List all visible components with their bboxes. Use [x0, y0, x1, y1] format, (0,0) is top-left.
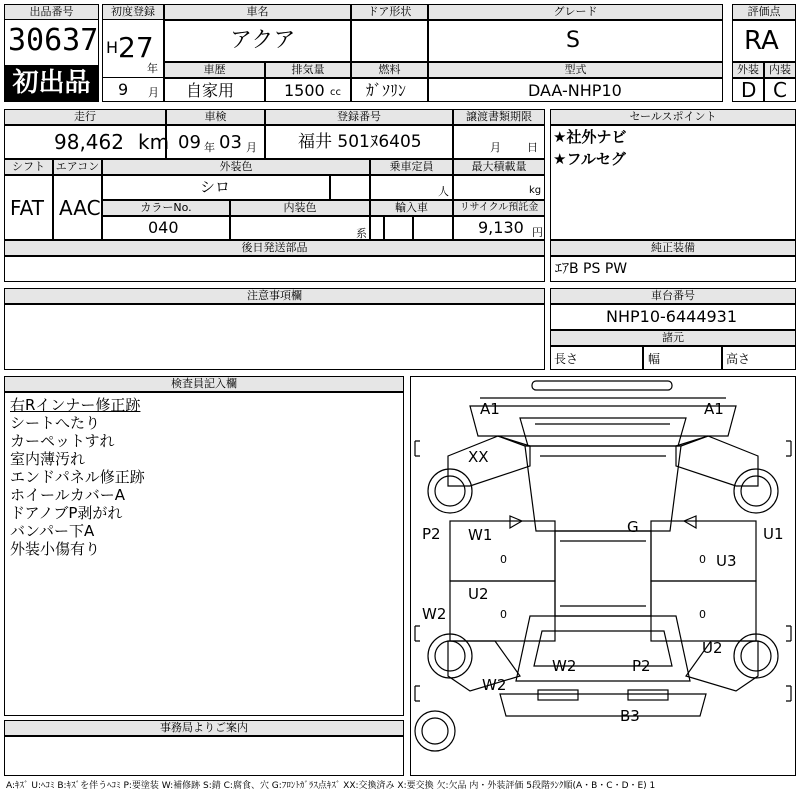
specs-label: 諸元 [550, 330, 796, 346]
recycle: 9,130 [478, 218, 524, 237]
damage-diagram [410, 376, 796, 776]
interior-grade: C [773, 78, 787, 102]
chassis: NHP10-6444931 [606, 307, 738, 326]
inspector-note: バンパー下A [10, 522, 95, 540]
transfer-label: 譲渡書類期限 [453, 109, 545, 125]
kei-unit: 系 [356, 227, 367, 240]
later-parts-box [4, 256, 545, 282]
inspector-label: 検査員記入欄 [4, 376, 404, 392]
model-label: 型式 [428, 62, 723, 78]
inspector-note: 外装小傷有り [10, 540, 101, 558]
mark-a1-left: A1 [480, 400, 500, 418]
shift: FAT [10, 196, 45, 220]
mark-p2-floor: P2 [632, 657, 651, 675]
inspector-note: カーペットすれ [10, 432, 115, 450]
exterior-grade: D [741, 78, 757, 102]
transfer-day-unit: 日 [527, 141, 538, 154]
width-label: 幅 [648, 352, 661, 366]
notes-label: 注意事項欄 [4, 288, 545, 304]
mark-zero-4: 0 [699, 608, 706, 621]
car-name: アクア [230, 28, 296, 53]
mark-u2-mid: U2 [468, 585, 489, 603]
mark-p2-left: P2 [422, 525, 441, 543]
month-divider [102, 77, 164, 78]
insp-month-unit: 月 [246, 141, 257, 154]
era: H [106, 38, 119, 57]
mark-w1: W1 [468, 526, 493, 544]
later-parts-label: 後日発送部品 [4, 240, 545, 256]
mark-zero-2: 0 [699, 553, 706, 566]
mark-xx: XX [468, 448, 489, 466]
reg-year: 27 [118, 31, 154, 64]
import-label: 輸入車 [370, 200, 453, 216]
inspection-label: 車検 [166, 109, 265, 125]
color-no-label: カラーNo. [102, 200, 230, 216]
insp-month: 03 [219, 132, 242, 153]
grade-label: グレード [428, 4, 723, 20]
exterior-label: 外装 [732, 62, 764, 78]
inspector-notes-list [10, 396, 145, 558]
interior-label: 内装 [764, 62, 796, 78]
door-box [351, 20, 428, 62]
score-label: 評価点 [732, 4, 796, 20]
month-unit: 月 [148, 86, 159, 99]
insp-year: 09 [178, 132, 201, 153]
km-unit: km [138, 130, 170, 154]
inspector-note: ホイールカバーA [10, 486, 125, 504]
mark-u1: U1 [763, 525, 784, 543]
kg-unit: kg [529, 185, 542, 196]
shift-label: シフト [4, 159, 53, 175]
displacement-label: 排気量 [265, 62, 351, 78]
capacity-label: 乗車定員 [370, 159, 453, 175]
notes-box [4, 304, 545, 370]
mileage: 98,462 [54, 130, 124, 154]
recycle-label: リサイクル預託金 [453, 200, 545, 216]
import-box-b [384, 216, 413, 240]
footer-legend: A:ｷｽﾞ U:ﾍｺﾐ B:ｷｽﾞを伴うﾍｺﾐ P:要塗装 W:補修跡 S:錆 C:腐食、穴 G:ﾌﾛﾝﾄｶﾞﾗｽ点ｷｽﾞ XX:交換済み X:要交換 欠:欠品 内・外装評価 5段階ﾗﾝｸ順(A・B・C・D・E) 1 [6, 781, 656, 791]
reg-no: 福井 501ﾇ6405 [298, 132, 422, 152]
year-unit: 年 [147, 62, 158, 75]
displacement: 1500 [284, 81, 325, 100]
ext-color: シロ [200, 178, 231, 196]
mark-zero-3: 0 [500, 608, 507, 621]
inspector-note: シートへたり [10, 414, 101, 432]
office-label: 事務局よりご案内 [4, 720, 404, 736]
aircon-label: エアコン [53, 159, 102, 175]
mark-b3: B3 [620, 707, 640, 725]
inspector-note: ドアノブP剥がれ [10, 504, 123, 522]
int-color-label: 内装色 [230, 200, 370, 216]
genuine-label: 純正装備 [550, 240, 796, 256]
insp-year-unit: 年 [204, 141, 215, 154]
reg-no-label: 登録番号 [265, 109, 453, 125]
yen-unit: 円 [532, 226, 543, 239]
mark-g: G [627, 518, 639, 536]
mark-w2-rear: W2 [482, 676, 507, 694]
transfer-month-unit: 月 [490, 141, 501, 154]
lot-number-label: 出品番号 [4, 4, 99, 20]
ext-color-box2 [330, 175, 370, 200]
model: DAA-NHP10 [528, 81, 622, 100]
lot-number: 30637 [8, 23, 99, 58]
mark-w2-left: W2 [422, 605, 447, 623]
sales-point-1: ★社外ナビ [553, 128, 627, 146]
grade: S [566, 28, 580, 53]
mark-u2-right: U2 [702, 639, 723, 657]
history: 自家用 [186, 81, 235, 100]
sales-point-2: ★フルセグ [553, 150, 626, 168]
mark-u3: U3 [716, 552, 737, 570]
sales-point-label: セールスポイント [550, 109, 796, 125]
color-no: 040 [148, 218, 179, 237]
person-unit: 人 [438, 185, 449, 198]
ext-color-label: 外装色 [102, 159, 370, 175]
import-box-c [413, 216, 453, 240]
inspector-note: 室内薄汚れ [10, 450, 86, 468]
fuel-label: 燃料 [351, 62, 428, 78]
cc-unit: cc [330, 87, 341, 98]
max-load-label: 最大積載量 [453, 159, 545, 175]
door-label: ドア形状 [351, 4, 428, 20]
inspector-note: エンドパネル修正跡 [10, 468, 145, 486]
inspector-note: 右Rインナー修正跡 [10, 396, 141, 414]
first-reg-label: 初度登録 [102, 4, 164, 20]
mark-zero-1: 0 [500, 553, 507, 566]
length-label: 長さ [554, 352, 579, 366]
chassis-label: 車台番号 [550, 288, 796, 304]
fuel: ｶﾞｿﾘﾝ [366, 81, 407, 100]
score: RA [744, 26, 779, 56]
office-box [4, 736, 404, 776]
history-label: 車歴 [164, 62, 265, 78]
aircon: AAC [59, 196, 101, 220]
mileage-label: 走行 [4, 109, 166, 125]
reg-month: 9 [118, 80, 129, 99]
mark-a1-right: A1 [704, 400, 724, 418]
car-name-label: 車名 [164, 4, 351, 20]
height-label: 高さ [726, 352, 751, 366]
import-box-a [370, 216, 384, 240]
int-color-box [230, 216, 370, 240]
first-time-badge: 初出品 [5, 65, 98, 101]
mark-w2-floor: W2 [552, 657, 577, 675]
genuine: ｴｱB PS PW [555, 261, 628, 277]
